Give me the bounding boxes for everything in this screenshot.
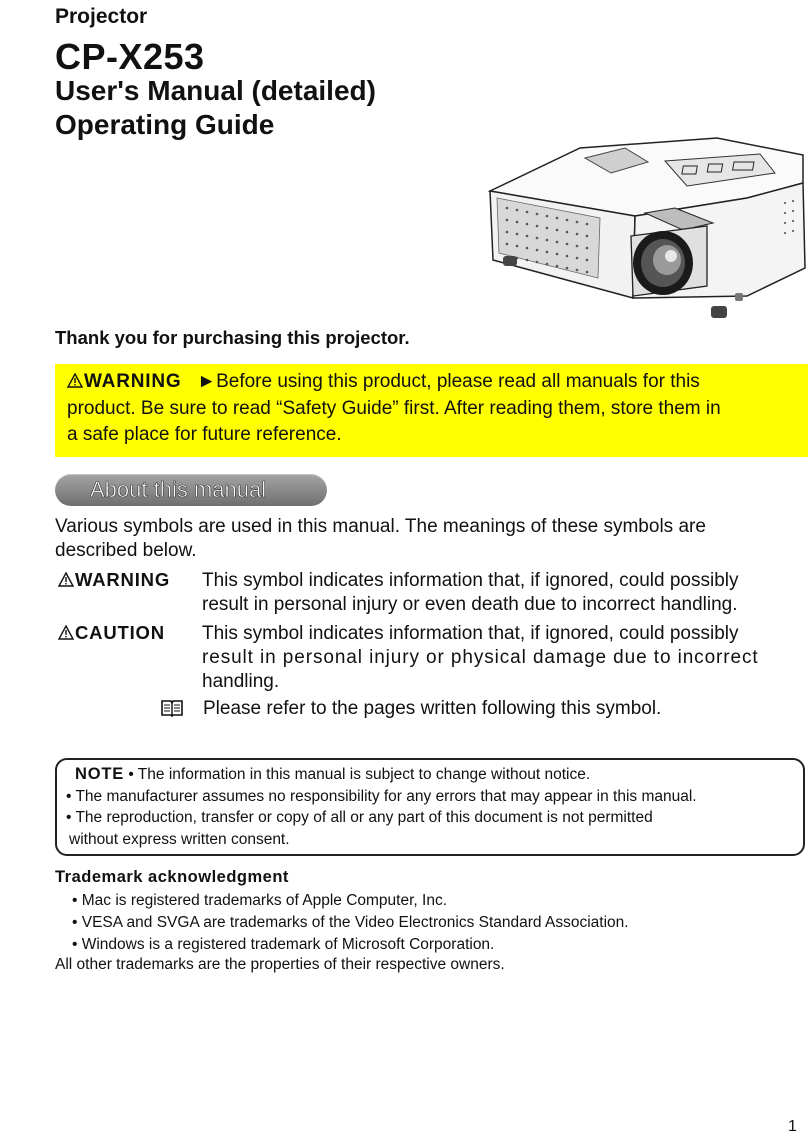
trademark-item: • Windows is a registered trademark of Microsoft Corporation. [72,936,495,953]
arrow-icon: ► [197,371,217,392]
warning-symbol-label [58,569,170,591]
section-heading-text: About this manual [90,477,267,502]
caution-desc-3: handling. [202,671,280,692]
caution-desc-2: result in personal injury or physical damage due to incorrect [202,647,759,668]
trademark-footer: All other trademarks are the properties of their respective owners. [55,956,505,973]
warning-box [55,364,808,457]
intro-line-2: described below. [55,540,197,561]
note-box [55,758,805,856]
warning-desc-1: This symbol indicates information that, if ignored, could possibly [202,570,739,591]
trademark-heading: Trademark acknowledgment [55,868,289,886]
intro-line-1: Various symbols are used in this manual. The meanings of these symbols are [55,516,706,537]
product-category: Projector [55,5,148,28]
warning-text-1: Before using this product, please read all manuals for this [216,371,700,392]
caution-desc-1: This symbol indicates information that, if ignored, could possibly [202,623,739,644]
page-number: 1 [788,1118,797,1135]
warning-text-3: a safe place for future reference. [67,424,342,445]
trademark-item: • Mac is registered trademarks of Apple Computer, Inc. [72,892,448,909]
warning-text-2: product. Be sure to read “Safety Guide” first. After reading them, store them in [67,397,721,419]
intro-paragraph [55,515,775,563]
note-line-1: • The information in this manual is subject to change without notice. [128,766,591,783]
thanks-message: Thank you for purchasing this projector. [55,327,410,348]
caution-symbol-label [58,622,165,644]
model-name: CP-X253 [55,36,205,77]
note-line-4: without express written consent. [69,830,290,848]
warning-triangle-icon [58,625,74,640]
note-label: NOTE [75,765,125,783]
note-line-2: • The manufacturer assumes no responsibility for any errors that may appear in this manual. [66,787,697,805]
warning-label: WARNING [84,371,182,392]
warning-symbol-text: WARNING [75,569,171,590]
manual-subtitle: Operating Guide [55,109,275,140]
warning-triangle-icon [58,572,74,587]
section-heading [55,474,327,506]
book-icon [160,698,184,718]
manual-title: User's Manual (detailed) [55,75,376,106]
note-line-3: • The reproduction, transfer or copy of all or any part of this document is not permitted [66,809,653,826]
caution-symbol-description [202,622,805,694]
warning-desc-2: result in personal injury or even death due to incorrect handling. [202,594,738,615]
trademark-item: • VESA and SVGA are trademarks of the Video Electronics Standard Association. [72,914,629,931]
projector-illustration [485,128,807,326]
warning-symbol-description [202,569,805,617]
warning-triangle-icon [67,373,83,388]
caution-symbol-text: CAUTION [75,622,165,643]
reference-text: Please refer to the pages written following this symbol. [203,698,662,719]
